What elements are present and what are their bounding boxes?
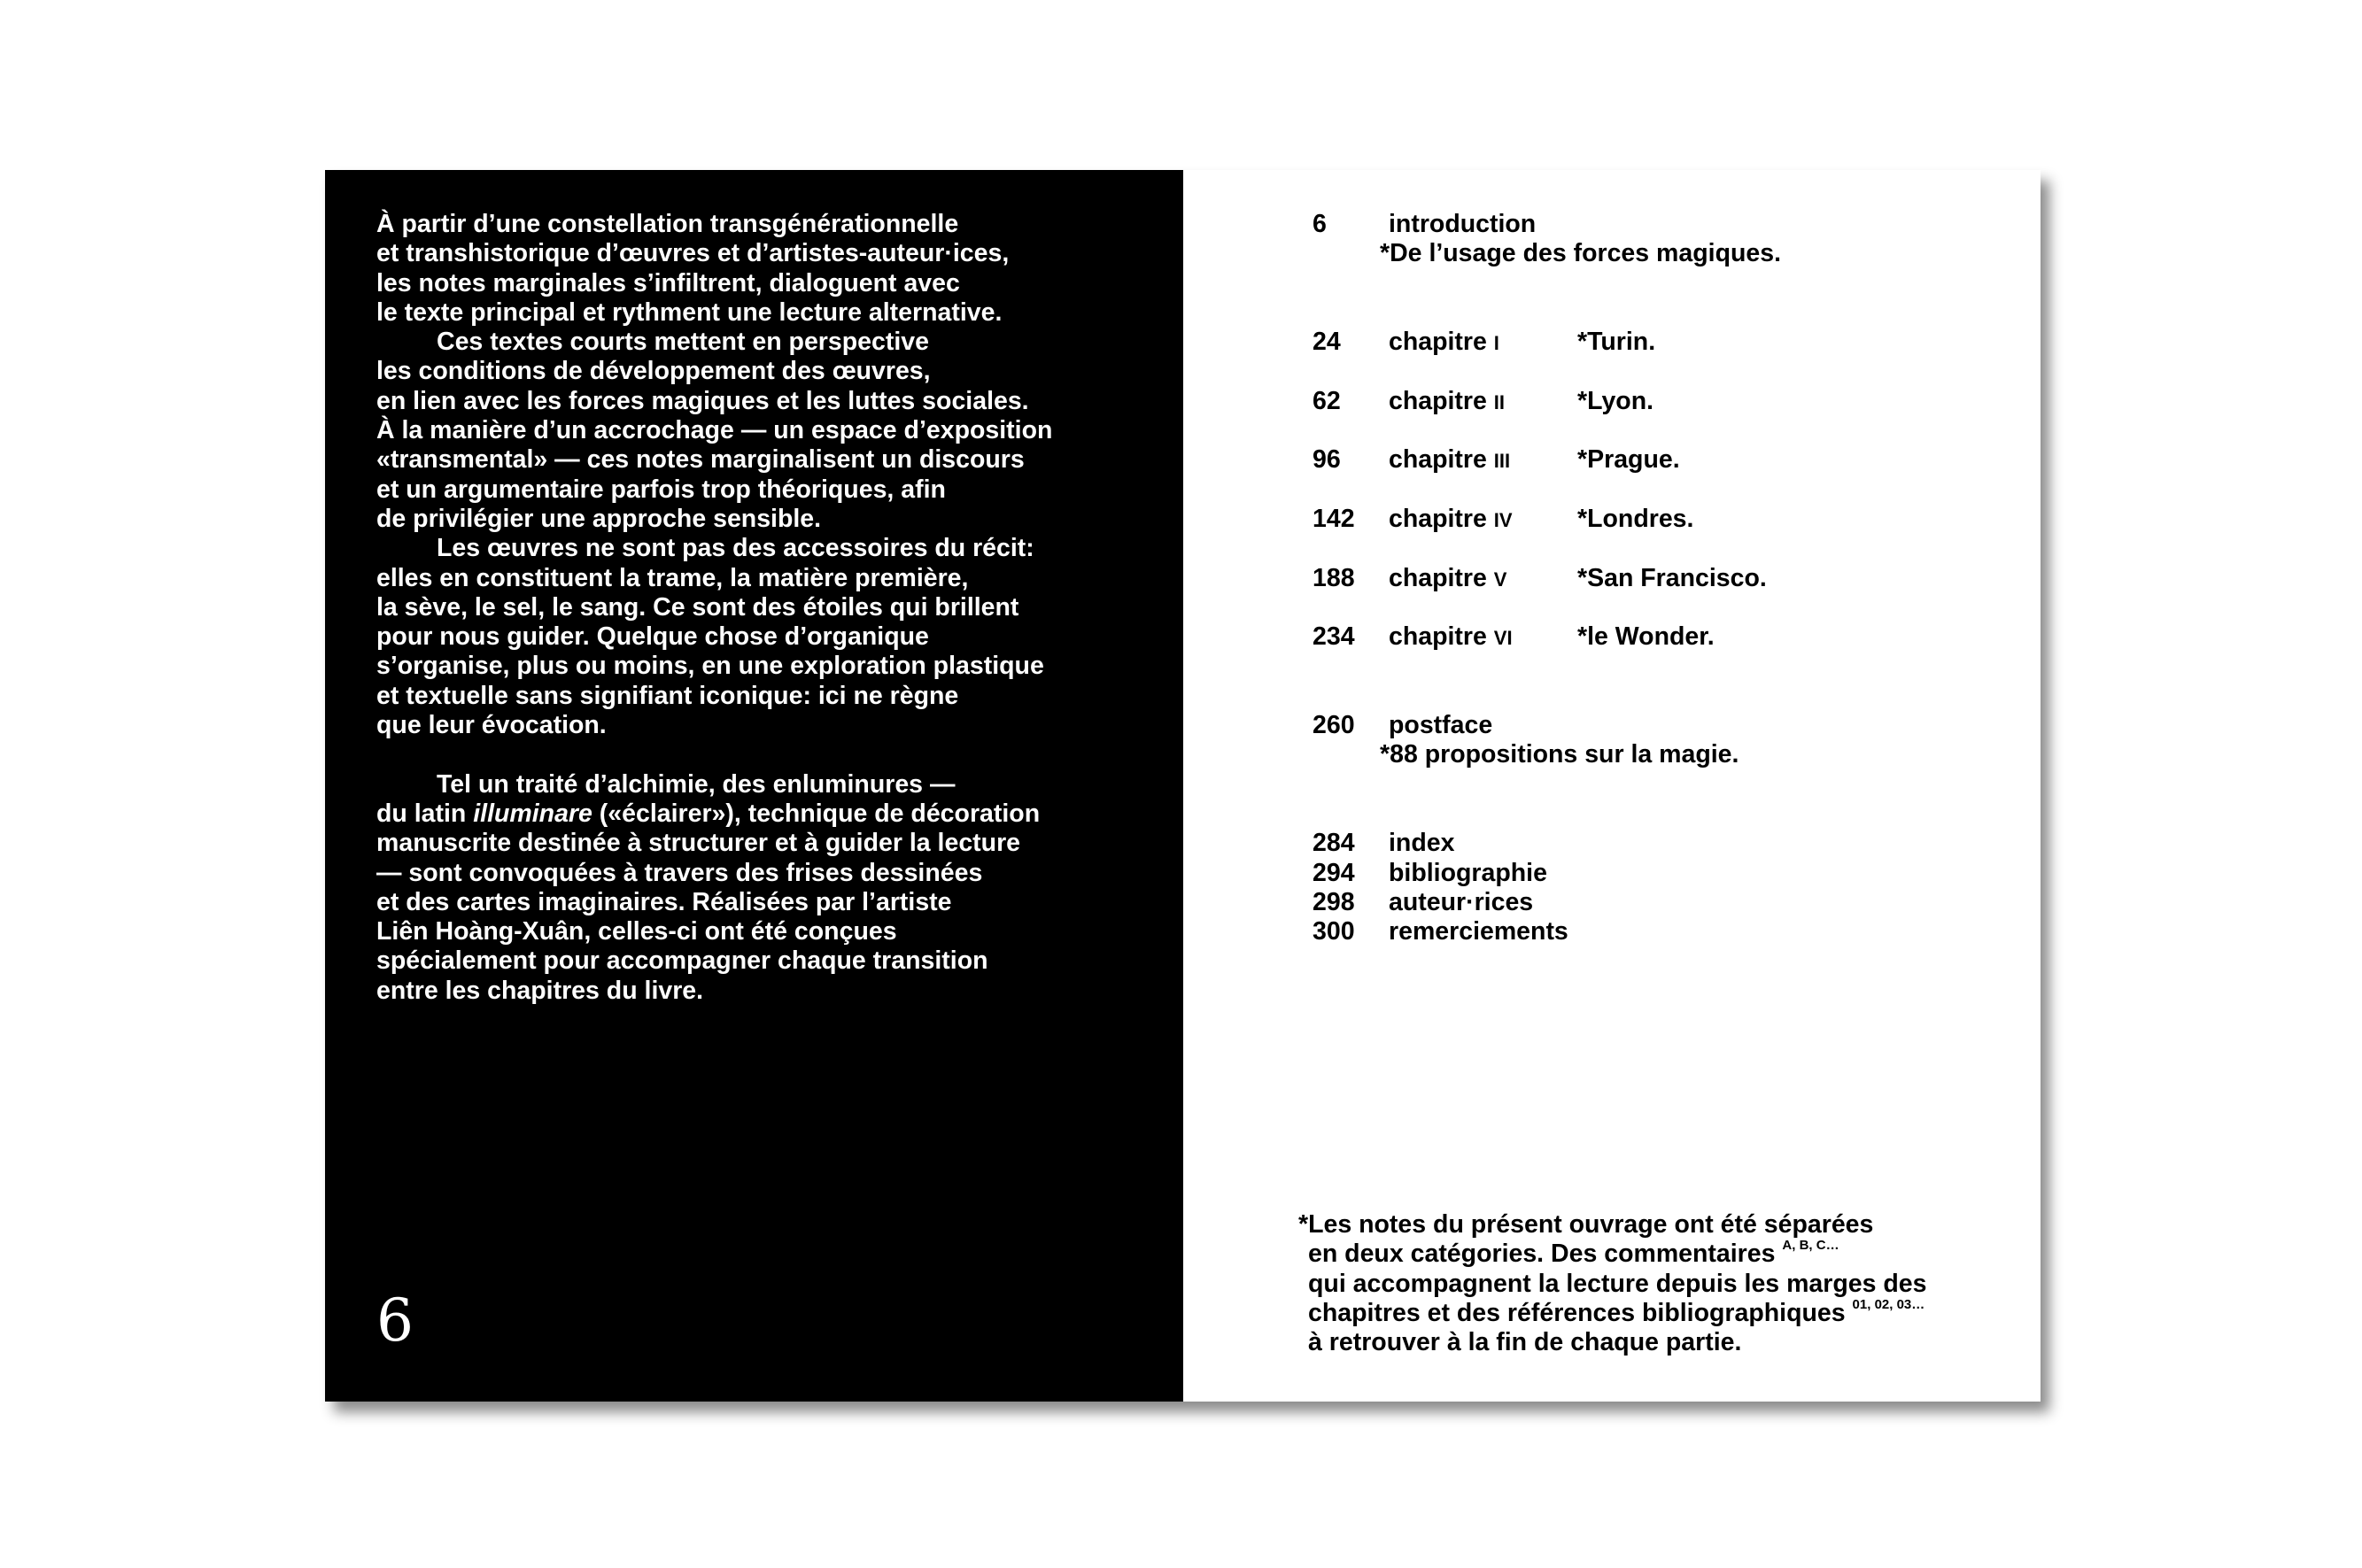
text-line: en lien avec les forces magiques et les luttes sociales. — [376, 386, 1029, 415]
text-line: que leur évocation. — [376, 711, 607, 740]
text-line: «transmental» — ces notes marginalisent un discours — [376, 445, 1025, 475]
toc-subtitle: *88 propositions sur la magie. — [1380, 740, 1739, 769]
toc-spacer — [1313, 593, 1986, 622]
toc-title: bibliographie — [1389, 858, 1547, 887]
note-text: en deux catégories. Des commentaires — [1308, 1240, 1776, 1269]
text-line: et un argumentaire parfois trop théoriques, afin — [376, 475, 946, 504]
toc-spacer — [1313, 534, 1986, 563]
toc-spacer — [1313, 475, 1986, 505]
toc-page-number: 284 — [1313, 829, 1355, 858]
toc-entry-back-matter — [1313, 888, 1986, 917]
text-line: À partir d’une constellation transgénérationnelle — [376, 210, 959, 238]
toc-chapter-subtitle: *Turin. — [1577, 328, 1656, 357]
toc-page-number: 234 — [1313, 622, 1355, 652]
toc-page-number: 62 — [1313, 386, 1341, 415]
text-line: Les œuvres ne sont pas des accessoires du récit: — [437, 534, 1034, 563]
notes-footnote — [1298, 1210, 1927, 1357]
toc-gap — [1313, 652, 1986, 711]
toc-subtitle-row — [1313, 740, 1986, 769]
text-line: et transhistorique d’œuvres et d’artistes-auteur·ices, — [376, 239, 1010, 268]
toc-entry-chapter — [1313, 445, 1986, 475]
toc-chapter-subtitle: *San Francisco. — [1577, 563, 1767, 592]
toc-entry-chapter — [1313, 622, 1986, 652]
toc-chapter-subtitle: *Prague. — [1577, 445, 1680, 475]
toc-entry-intro — [1313, 210, 1986, 239]
text-line: manuscrite destinée à structurer et à guider la lecture — [376, 829, 1021, 858]
toc-gap — [1313, 269, 1986, 328]
toc-page-number: 300 — [1313, 917, 1355, 946]
table-of-contents — [1313, 210, 1986, 946]
toc-page-number: 260 — [1313, 711, 1355, 740]
body-text — [376, 210, 1138, 1006]
toc-entry-chapter — [1313, 387, 1986, 416]
text-line: le texte principal et rythment une lecture alternative. — [376, 297, 1003, 327]
note-line — [1298, 1240, 1927, 1269]
toc-spacer — [1313, 357, 1986, 386]
text-line: et textuelle sans signifiant iconique: ici ne règne — [376, 681, 959, 710]
note-text: chapitres et des références bibliographiques — [1308, 1298, 1846, 1327]
italic-term: illuminare — [473, 799, 592, 828]
text-line: À la manière d’un accrochage — un espace d’exposition — [376, 416, 1053, 445]
note-line: qui accompagnent la lecture depuis les marges des — [1308, 1269, 1927, 1298]
text-line: les notes marginales s’infiltrent, dialoguent avec — [376, 268, 960, 297]
toc-page-number: 6 — [1313, 210, 1327, 238]
paragraph-gap — [376, 740, 1138, 769]
toc-chapter-word: chapitre — [1389, 504, 1487, 533]
left-page — [325, 170, 1183, 1402]
page-number: 6 — [376, 1286, 414, 1355]
text-line: la sève, le sel, le sang. Ce sont des étoiles qui brillent — [376, 592, 1019, 622]
toc-title — [1389, 328, 1499, 358]
toc-chapter-word: chapitre — [1389, 563, 1487, 592]
text-line: pour nous guider. Quelque chose d’organique — [376, 622, 929, 652]
toc-page-number: 298 — [1313, 887, 1355, 916]
text-line: entre les chapitres du livre. — [376, 976, 704, 1005]
text-segment: («éclairer»), technique de décoration — [592, 799, 1041, 828]
toc-roman-numeral: IV — [1493, 508, 1513, 531]
toc-page-number: 96 — [1313, 445, 1341, 475]
toc-chapter-word: chapitre — [1389, 622, 1487, 652]
text-segment: du latin — [376, 799, 474, 828]
toc-title — [1389, 622, 1513, 653]
note-superscript: 01, 02, 03… — [1852, 1296, 1925, 1312]
toc-roman-numeral: II — [1493, 390, 1506, 413]
toc-entry-chapter — [1313, 505, 1986, 534]
toc-page-number: 294 — [1313, 858, 1355, 887]
toc-entry-back-matter — [1313, 829, 1986, 858]
toc-entry-back-matter — [1313, 859, 1986, 888]
toc-entry-back-matter — [1313, 917, 1986, 946]
toc-title — [1389, 445, 1510, 475]
text-line: les conditions de développement des œuvres, — [376, 357, 931, 386]
toc-subtitle-row — [1313, 239, 1986, 268]
toc-roman-numeral: V — [1493, 568, 1507, 591]
text-line — [376, 799, 1138, 829]
toc-title — [1389, 387, 1505, 417]
note-superscript: A, B, C… — [1782, 1238, 1839, 1254]
note-line — [1298, 1296, 1927, 1328]
right-page — [1183, 170, 2041, 1402]
toc-chapter-word: chapitre — [1389, 445, 1487, 475]
toc-title: index — [1389, 829, 1455, 858]
text-line: — sont convoquées à travers des frises dessinées — [376, 858, 983, 887]
toc-roman-numeral: VI — [1493, 627, 1513, 650]
toc-roman-numeral: III — [1493, 450, 1511, 473]
toc-page-number: 188 — [1313, 563, 1355, 592]
toc-title — [1389, 564, 1506, 594]
toc-gap — [1313, 770, 1986, 830]
note-line: à retrouver à la fin de chaque partie. — [1308, 1328, 1742, 1357]
note-line: *Les notes du présent ouvrage ont été séparées — [1298, 1210, 1874, 1239]
text-line: de privilégier une approche sensible. — [376, 504, 822, 533]
text-line: et des cartes imaginaires. Réalisées par l’artiste — [376, 887, 952, 916]
toc-title: introduction — [1389, 210, 1537, 238]
text-line: Tel un traité d’alchimie, des enluminures — — [437, 769, 956, 799]
toc-chapter-subtitle: *le Wonder. — [1577, 622, 1715, 652]
book-spread — [325, 170, 2041, 1402]
toc-page-number: 142 — [1313, 504, 1355, 533]
text-line: s’organise, plus ou moins, en une exploration plastique — [376, 652, 1044, 681]
toc-title: auteur·rices — [1389, 887, 1534, 916]
toc-subtitle: *De l’usage des forces magiques. — [1380, 239, 1782, 268]
toc-roman-numeral: I — [1493, 332, 1499, 355]
toc-chapter-word: chapitre — [1389, 328, 1487, 357]
toc-chapter-subtitle: *Londres. — [1577, 504, 1694, 533]
toc-entry-postface — [1313, 711, 1986, 740]
toc-title: postface — [1389, 711, 1493, 740]
toc-entry-chapter — [1313, 328, 1986, 357]
text-line: spécialement pour accompagner chaque transition — [376, 946, 988, 976]
toc-spacer — [1313, 416, 1986, 445]
toc-title — [1389, 505, 1513, 535]
text-line: elles en constituent la trame, la matière première, — [376, 563, 969, 592]
toc-page-number: 24 — [1313, 328, 1341, 357]
toc-chapter-subtitle: *Lyon. — [1577, 386, 1654, 415]
toc-entry-chapter — [1313, 564, 1986, 593]
toc-title: remerciements — [1389, 917, 1568, 946]
text-line: Liên Hoàng-Xuân, celles-ci ont été conçues — [376, 917, 897, 946]
toc-chapter-word: chapitre — [1389, 386, 1487, 415]
text-line: Ces textes courts mettent en perspective — [437, 328, 929, 357]
